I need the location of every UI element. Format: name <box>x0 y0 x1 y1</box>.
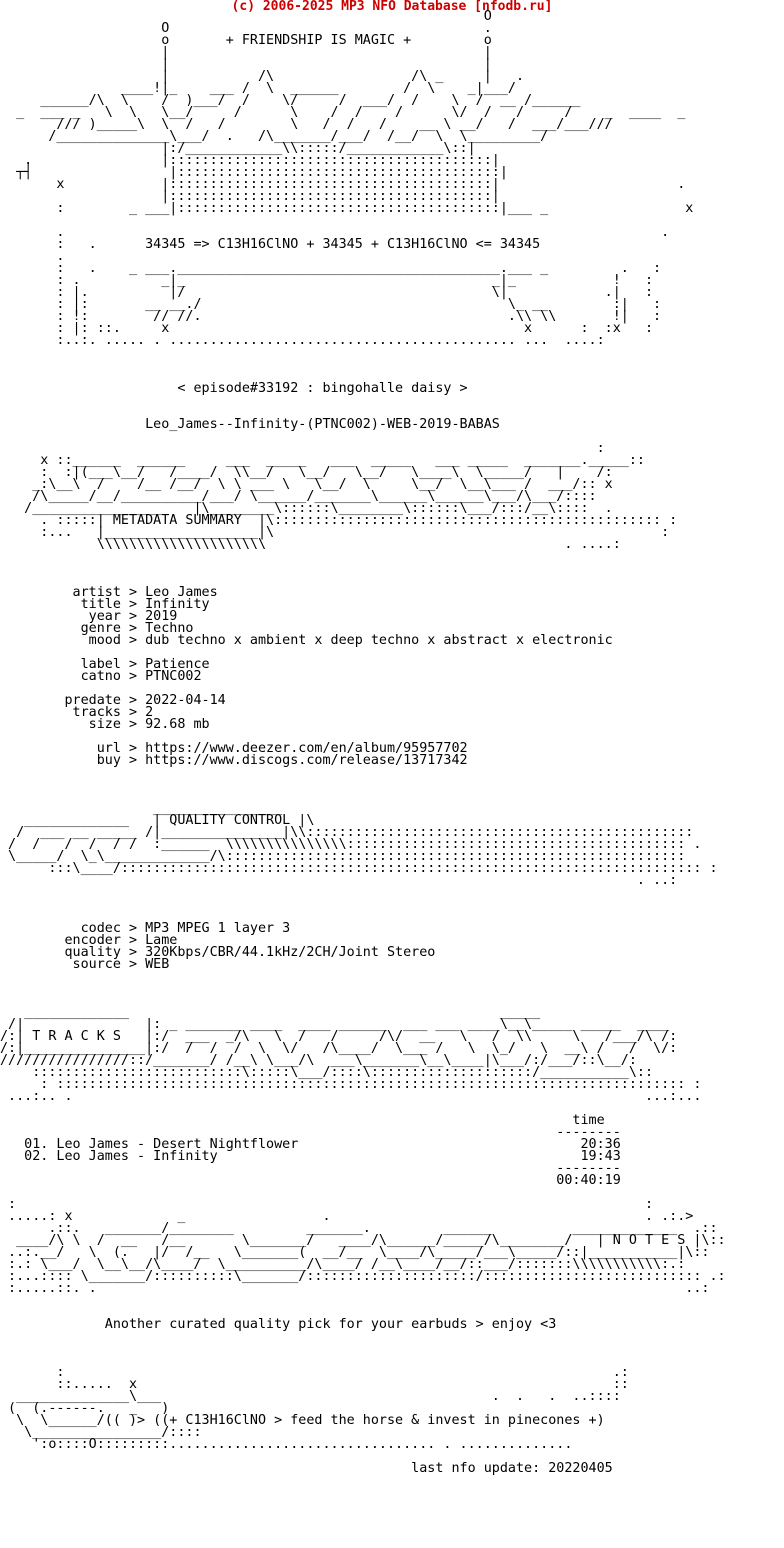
nfo-text-block: O O . o + FRIENDSHIP IS MAGIC + o | | | | | /\ /\ _ | . ____!|_ ___ / \ ______ / \ _|___/ ______/\ \ / )___/ / \/ / ___/ / \ / __ /______ _ ___ _ \ \ \__/ / \ / / / \/ / / / _ ____ _ /// )_____\ \ / / \ / / / __ \ __/ / ___/___/// /______________\___/ . /\_______/___/ /__/ \ \_________/ |:/____________\\:::::/____________\::| . |::::::::::::::::::::::::::::::::::::::::| ┬┤ |::::::::::::::::::::::::::::::::::::::::| x |::::::::::::::::::::::::::::::::::::::::| . |::::::::::::::::::::::::::::::::::::::::| : _ ___|::::::::::::::::::::::::::::::::::::::::|___ _ x . . : . 34345 => C13H16ClNO + 34345 + C13H16ClNO <= 34345 . : . _ ___.________________________________________.___ _ . : : . _|_ _|_ ! : : |. |/ \| .| : : |: __ __./ \_ __ :| : : !: // //. .\\ \\ !| : : |: ::. x x : :x : :..:. ..... . ........................................... ... ....: < episode#33192 : bingohalle daisy > Leo_James--Infinity-(PTNC002)-WEB-2019-BABAS : x ::______ ______ ___ _____ ___ _____ ___ _____ _______._____:: : :|(___\__/ /____/ \\__/ \__/ \__/ \____\ \_____/ | /: _:\__\ / /__ /__/ \ \ ___ \ \__/ \ \__/ \__\___ / ___/:: x /\_____/__/__________/___/ \______/_______\______\______\___/\___/:::: /________________ |\________\::::::\________\::::::\___/:::/__\:::: . . :::::| METADATA SUMMARY |\:::::::::::::::::::::::::::::::::::::::::::::::: : :... |___________________|\ : \\\\\\\\\\\\\\\\\\\\\ . ....: artist > Leo James title > Infinity year > 2019 genre > Techno mood > dub techno x ambient x deep techno x abstract x electronic label > Patience catno > PTNC002 predate > 2022-04-14 tracks > 2 size > 92.68 mb url > https://www.deezer.com/en/album/95957702 buy > https://www.discogs.com/release/13717342 ________________ _____________ | QUALITY CONTROL |\ / ___ __ _____ /|_______________|\\:::::::::::::::::::::::::::::::::::::::::::::::: / / / / / / :______ \\\\\\\\\\\\\\\:::::::::::::::::::::::::::::::::::::::::: . \_____/ \_\_____________/\::::::::::::::::::::::::::::::::::::::::::::::::::::::::: :::\____/:::::::::::::::::::::::::::::::::::::::::::::::::::::::::::::::::::::::: : . ..: codec > MP3 MPEG 1 layer 3 encoder > Lame quality > 320Kbps/CBR/44.1kHz/2CH/Joint Stereo source > WEB _____________ _____ /| |: _ _______ ____ ____ ______ ___ ___ ____\__\_____ _____ ____ /:| T R A C K S |:/ ___ _/\ \ / / /\/ __ \ / \\ \ /___/\ /: /:|_______________|:/ / / / \ \/ /\____/ \___ / \ \_/ \ __\ / / \/: ////////////////::/_______/ /__\ \___/\ ___\_______\__\____|\___/:/___/::\__/: ::::::::::::::::::::::::::\:::::\___/::::\::::::::::::::::::::/___________\:: : :::::::::::::::::::::::::::::::::::::::::::::::::::::::::::::::::::::::::::::: : ...:.. . ...:... time -------- 01. Leo James - Desert Nightflower 20:36 02. Leo James - Infinity 19:43 -------- 00:40:19 : : .....: x _ . . .:.> .::. _______/________ _______. ______ _____________ .:: ____/\ \ / __ /__ \_______/ ____/\______/_____/\________/ | N O T E S |\:: ..:.__/ \ (. |/ /__ \_______( __/__ \____/\_____/___\_____/::|___________|\:: :.: \___/ \__\__/\____/ \__________/\____/ /__\____/__/::___/:::::::\\\\\\\\\\\:.: :...:::: \_______/::::::::::\_______/:::::::::::::::::::::/::::::::::::::::::::::::::: .: :.....::. . ..: Another curated quality pick for your earbuds > enjoy <3 : .: ::..... x :: ______________\___ . . . ..:::: ( (.------. _ ) \ \______/(( )> ((+ C13H16ClNO > feed the horse & invest in pinecones +) \________________/:::: ':o::::O:::::::::................................. . .............. last nfo update: 20220405 <box>0 9 726 1476</box>
copyright-header: (c) 2006-2025 MP3 NFO Database [nfodb.ru] <box>231 0 553 14</box>
